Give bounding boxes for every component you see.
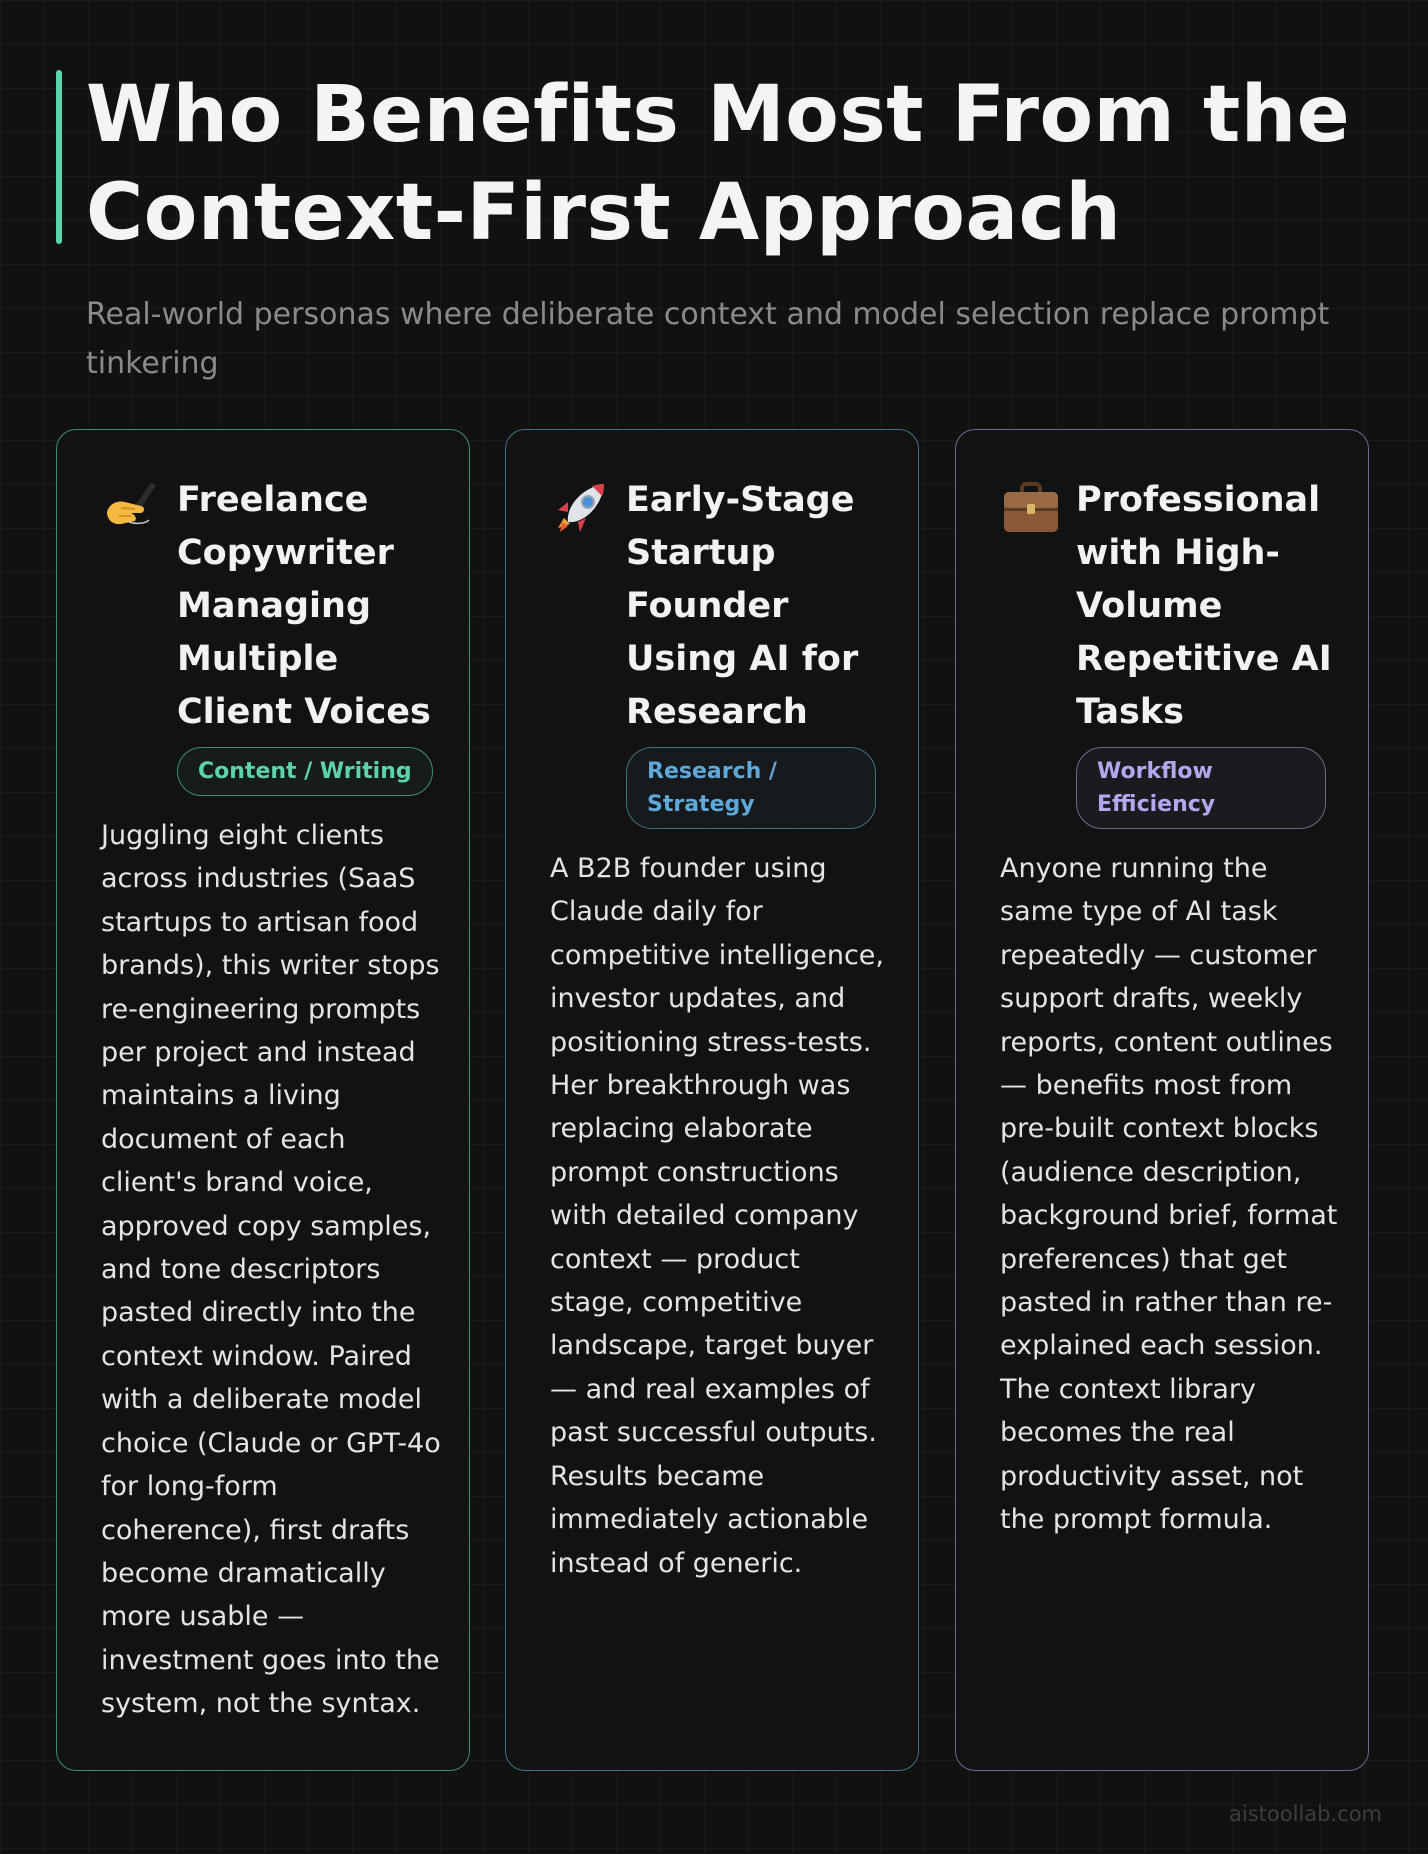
briefcase-icon — [1000, 478, 1062, 540]
page-subtitle: Real-world personas where deliberate context and model selection replace prompt tinkering — [86, 297, 1330, 381]
category-tag: Workflow Efficiency — [1076, 747, 1326, 829]
card-description: A B2B founder using Claude daily for competitive intelligence, investor updates, and positioning stress-tests. Her breakthrough was replacing elaborate prompt constructions with detailed company context — product stage, competitive landscape, target buyer — and real examples of past successful outputs. Results became immediately actionable instead of generic. — [550, 853, 884, 1579]
card-header — [550, 474, 918, 829]
page-header — [56, 66, 1376, 388]
category-tag: Research / Strategy — [626, 747, 876, 829]
title-accent-bar — [56, 70, 62, 244]
writing-hand-icon — [101, 478, 163, 540]
persona-card-founder — [505, 429, 919, 1771]
card-title: Freelance Copywriter Managing Multiple Client Voices — [177, 480, 431, 732]
card-header — [1000, 474, 1368, 829]
card-header — [101, 474, 469, 796]
site-watermark: aistoollab.com — [1229, 1802, 1382, 1826]
rocket-icon — [550, 478, 612, 540]
card-title: Early-Stage Startup Founder Using AI for Research — [626, 480, 859, 732]
card-description: Anyone running the same type of AI task repeatedly — customer support drafts, weekly reports, content outlines — benefits most from pre-built context blocks (audience description, background brief, format preferences) that get pasted in rather than re-explained each session. The context library becomes the real productivity asset, not the prompt formula. — [1000, 853, 1338, 1536]
page-title: Who Benefits Most From the Context-First Approach — [86, 70, 1351, 258]
card-description: Juggling eight clients across industries (SaaS startups to artisan food brands), this writer stops re-engineering prompts per project and instead maintains a living document of each client's brand voice, approved copy samples, and tone descriptors pasted directly into the context window. Paired with a deliberate model choice (Claude or GPT-4o for long-form coherence), first drafts become dramatically more usable — investment goes into the system, not the syntax. — [101, 820, 441, 1720]
card-title: Professional with High-Volume Repetitive AI Tasks — [1076, 480, 1332, 732]
persona-card-professional — [955, 429, 1369, 1771]
persona-card-copywriter — [56, 429, 470, 1771]
category-tag: Content / Writing — [177, 747, 433, 796]
